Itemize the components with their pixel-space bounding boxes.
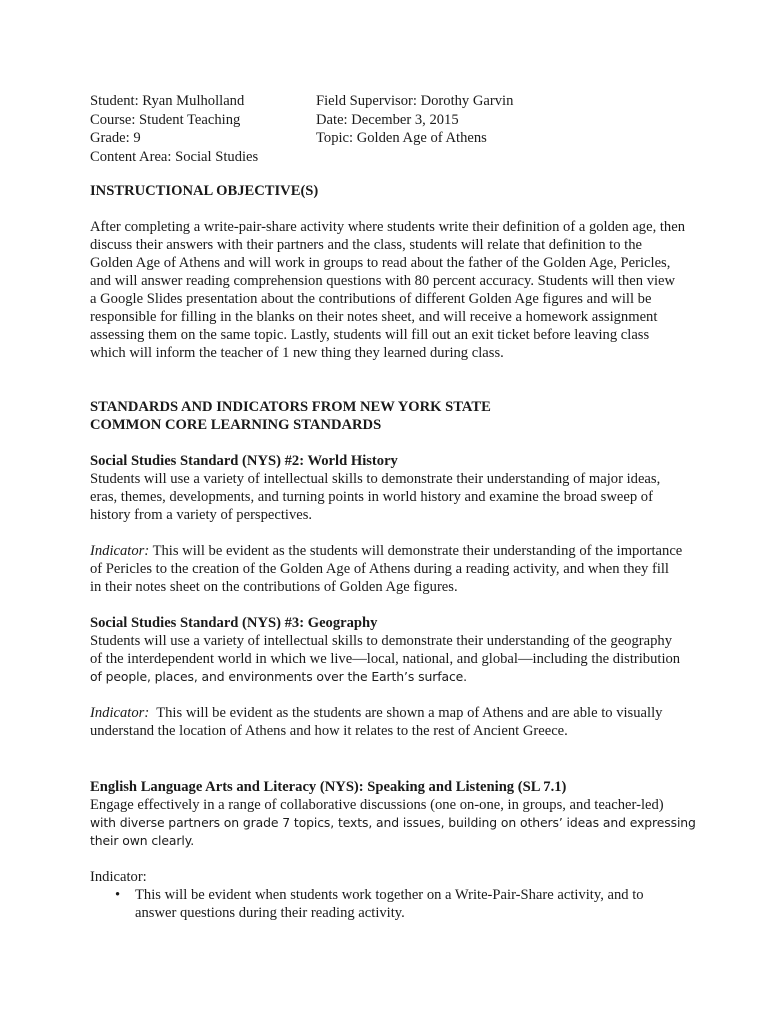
text-line: eras, themes, developments, and turning points in world history and examine the broad sweep of [90, 489, 653, 505]
topic-field: Topic: Golden Age of Athens [316, 130, 487, 146]
text-line: After completing a write-pair-share activity where students write their definition of a golden age, then [90, 219, 686, 235]
text-line: of people, places, and environments over the Earth’s surface. [90, 669, 468, 684]
standard-ela [90, 778, 720, 850]
student-field: Student: Ryan Mulholland [90, 93, 245, 109]
bullet-icon: • [115, 887, 121, 903]
standards-heading [90, 398, 720, 434]
text-line: Students will use a variety of intellectual skills to demonstrate their understanding of major ideas, [90, 471, 661, 487]
indicator-text: This will be evident as the students are shown a map of Athens and are able to visually [149, 705, 663, 721]
text-line [90, 704, 720, 722]
text-line: Golden Age of Athens and will work in groups to read about the father of the Golden Age, Pericles, [90, 255, 671, 271]
standard-title: English Language Arts and Literacy (NYS): Speaking and Listening (SL 7.1) [90, 779, 567, 795]
text-line: understand the location of Athens and how it relates to the rest of Ancient Greece. [90, 723, 568, 739]
text-line: discuss their answers with their partners and the class, students will relate that definition to the [90, 237, 642, 253]
text-line: assessing them on the same topic. Lastly, students will fill out an exit ticket before leaving class [90, 327, 650, 343]
text-line: This will be evident when students work together on a Write-Pair-Share activity, and to [135, 887, 644, 903]
indicator-text: This will be evident as the students will demonstrate their understanding of the importance [149, 543, 683, 559]
text-line: Students will use a variety of intellectual skills to demonstrate their understanding of the geography [90, 633, 672, 649]
indicator-label: Indicator: [90, 543, 150, 559]
text-line: in their notes sheet on the contributions of Golden Age figures. [90, 579, 458, 595]
course-field: Course: Student Teaching [90, 111, 241, 128]
text-line: Engage effectively in a range of collaborative discussions (one on-one, in groups, and teacher-led) [90, 797, 664, 813]
text-line: history from a variety of perspectives. [90, 507, 313, 523]
objectives-paragraph [90, 218, 720, 362]
standard-world-history [90, 452, 720, 524]
text-line [90, 542, 720, 560]
indicator-ela [90, 868, 720, 922]
header-right-column [316, 92, 720, 166]
text-line: of the interdependent world in which we live—local, national, and global—including the distribution [90, 651, 681, 667]
date-field: Date: December 3, 2015 [316, 111, 459, 128]
text-line: answer questions during their reading activity. [135, 905, 405, 921]
bullet-text [135, 886, 720, 922]
text-line: responsible for filling in the blanks on their notes sheet, and will receive a homework assignment [90, 309, 658, 325]
indicator-world-history [90, 542, 720, 596]
text-line: with diverse partners on grade 7 topics, texts, and issues, building on others’ ideas and expressing [90, 815, 696, 830]
indicator-label: Indicator: [90, 869, 147, 885]
text-line: of Pericles to the creation of the Golden Age of Athens during a reading activity, and when they fill [90, 561, 669, 577]
grade-field: Grade: 9 [90, 130, 141, 146]
content-area-field: Content Area: Social Studies [90, 148, 259, 165]
header-left-column [90, 92, 316, 166]
text-line: which will inform the teacher of 1 new thing they learned during class. [90, 345, 504, 361]
indicator-label: Indicator: [90, 705, 150, 721]
document-header [90, 92, 720, 166]
standards-heading-line: STANDARDS AND INDICATORS FROM NEW YORK STATE [90, 399, 491, 415]
field-supervisor-field: Field Supervisor: Dorothy Garvin [316, 93, 514, 109]
standards-heading-line: COMMON CORE LEARNING STANDARDS [90, 417, 382, 433]
objectives-heading: INSTRUCTIONAL OBJECTIVE(S) [90, 183, 319, 199]
standard-title: Social Studies Standard (NYS) #2: World History [90, 453, 398, 469]
standard-geography [90, 614, 720, 686]
indicator-geography [90, 704, 720, 740]
standard-title: Social Studies Standard (NYS) #3: Geography [90, 615, 378, 631]
text-line: a Google Slides presentation about the contributions of different Golden Age figures and will be [90, 291, 652, 307]
text-line: and will answer reading comprehension questions with 80 percent accuracy. Students will then view [90, 273, 676, 289]
lesson-plan-page [90, 92, 720, 922]
bullet-item [115, 886, 720, 922]
text-line: their own clearly. [90, 833, 195, 848]
